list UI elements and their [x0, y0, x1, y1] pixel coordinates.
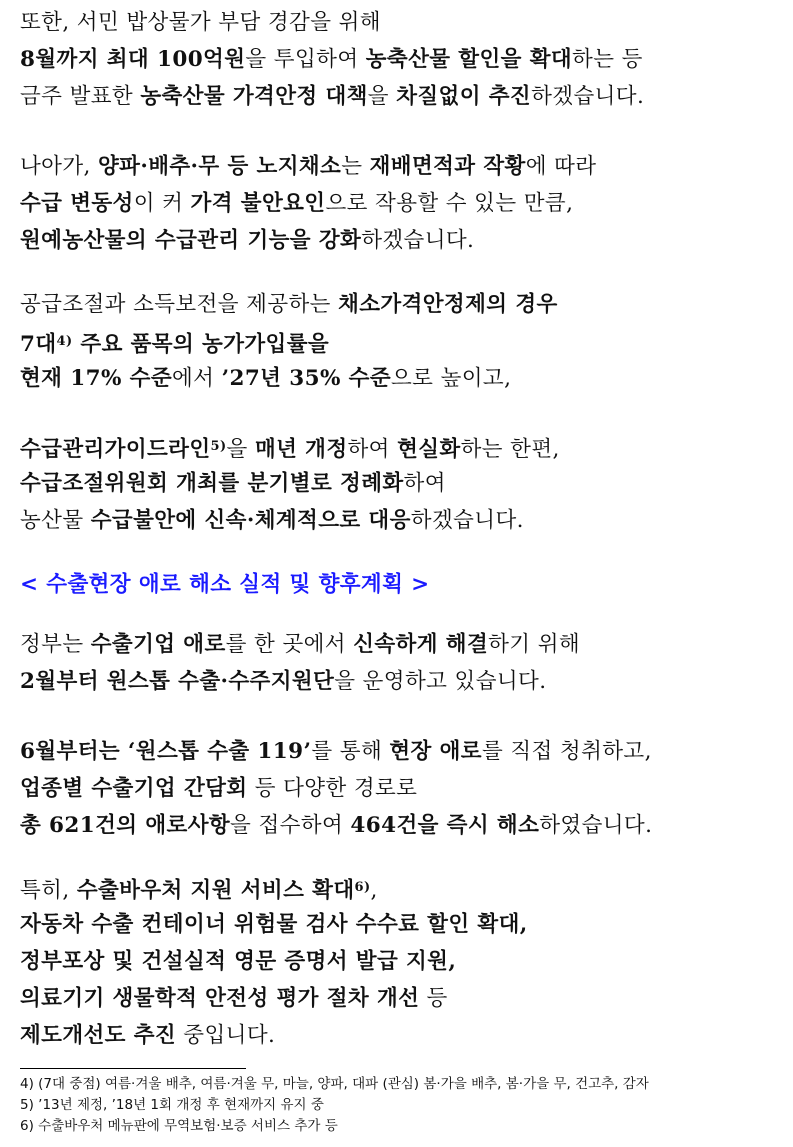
- text-line: [20, 663, 785, 700]
- text-line: [20, 943, 785, 980]
- emphasized-text: 7대: [20, 332, 57, 357]
- footnote-separator: [20, 1068, 246, 1069]
- emphasized-text: 총 621건의 애로사항: [20, 813, 231, 838]
- text-run: 또한, 서민 밥상물가 부담 경감을 위해: [20, 10, 381, 35]
- emphasized-text: 양파·배추·무 등 노지채소: [97, 154, 342, 179]
- paragraph-price-discount: [20, 4, 785, 115]
- paragraph-institutional-improvements: [20, 869, 785, 1054]
- emphasized-text: 제도개선도 추진: [20, 1023, 177, 1048]
- text-run: 를 한 곳에서: [225, 632, 354, 657]
- text-run: 에 따라: [525, 154, 597, 179]
- footnote-5: 5) ’13년 제정, ’18년 1회 개정 후 현재까지 유지 중: [20, 1097, 324, 1113]
- text-run: 을: [226, 437, 255, 462]
- footnote-4: 4) (7대 중점) 여름·겨울 배추, 여름·겨울 무, 마늘, 양파, 대파 (관심) 봄·가을 배추, 봄·가을 무, 건고추, 감자: [20, 1076, 649, 1092]
- emphasized-text: 수급관리가이드라인: [20, 437, 211, 462]
- text-run: 을 투입하여: [245, 47, 366, 72]
- text-line: [20, 502, 785, 539]
- emphasized-text: 의료기기 생물학적 안전성 평가 절차 개선: [20, 986, 420, 1011]
- text-run: 농산물: [20, 508, 91, 533]
- text-run: 을 운영하고 있습니다.: [334, 669, 547, 694]
- emphasized-text: 8월까지 최대 100억원: [20, 47, 246, 72]
- text-run: 으로 작용할 수 있는 만큼,: [325, 191, 574, 216]
- text-run: 하기 위해: [488, 632, 581, 657]
- text-run: 하겠습니다.: [410, 508, 524, 533]
- text-run: 정부는: [20, 632, 91, 657]
- emphasized-text: 6월부터는 ‘원스톱 수출 119’: [20, 739, 312, 764]
- text-line: [20, 869, 785, 906]
- emphasized-text: < 수출현장 애로 해소 실적 및 향후계획 >: [20, 572, 430, 597]
- text-line: [20, 360, 785, 397]
- emphasized-text: 재배면적과 작황: [369, 154, 526, 179]
- paragraph-price-stabilization: [20, 286, 785, 397]
- text-line: [20, 286, 785, 323]
- text-line: [20, 41, 785, 78]
- emphasized-text: 신속하게 해결: [353, 632, 489, 657]
- text-run: 등 다양한 경로로: [247, 776, 418, 801]
- text-line: [20, 733, 785, 770]
- text-run: 를 직접 청취하고,: [481, 739, 652, 764]
- text-line: [20, 78, 785, 115]
- footnote-ref: 6): [354, 880, 371, 895]
- text-line: [20, 626, 785, 663]
- text-run: 하는 한편,: [460, 437, 560, 462]
- text-run: 하였습니다.: [539, 813, 653, 838]
- text-line: [20, 906, 785, 943]
- text-run: 하겠습니다.: [531, 84, 645, 109]
- emphasized-text: 농축산물 할인을 확대: [365, 47, 573, 72]
- emphasized-text: 농축산물 가격안정 대책: [140, 84, 368, 109]
- emphasized-text: 수급 변동성: [20, 191, 134, 216]
- paragraph-export-119: [20, 733, 785, 844]
- text-line: [20, 148, 785, 185]
- text-run: 을 접수하여: [230, 813, 351, 838]
- emphasized-text: 수출바우처 지원 서비스 확대: [76, 878, 355, 903]
- emphasized-text: 현실화: [397, 437, 461, 462]
- text-run: 나아가,: [20, 154, 98, 179]
- text-run: 으로 높이고,: [391, 366, 512, 391]
- text-line: [20, 323, 785, 360]
- emphasized-text: 수급불안에 신속·체계적으로 대응: [90, 508, 411, 533]
- emphasized-text: ’27년 35% 수준: [221, 366, 392, 391]
- emphasized-text: 차질없이 추진: [396, 84, 532, 109]
- text-run: 에서: [172, 366, 222, 391]
- text-run: 를 통해: [311, 739, 390, 764]
- footnote-ref: 4): [56, 334, 73, 349]
- text-line: [20, 980, 785, 1017]
- emphasized-text: 원예농산물의 수급관리 기능을 강화: [20, 228, 362, 253]
- section-heading-line: [20, 566, 785, 603]
- text-line: [20, 185, 785, 222]
- text-line: [20, 428, 785, 465]
- emphasized-text: 현재 17% 수준: [20, 366, 172, 391]
- emphasized-text: 정부포상 및 건설실적 영문 증명서 발급 지원,: [20, 949, 457, 974]
- text-line: [20, 4, 785, 41]
- paragraph-supply-guideline: [20, 428, 785, 539]
- text-run: 을: [367, 84, 397, 109]
- text-line: [20, 807, 785, 844]
- emphasized-text: 매년 개정: [254, 437, 348, 462]
- text-run: 중입니다.: [176, 1023, 276, 1048]
- emphasized-text: 주요 품목의 농가가입률을: [72, 332, 330, 357]
- footnote-ref: 5): [210, 439, 227, 454]
- text-run: 금주 발표한: [20, 84, 141, 109]
- text-run: 는: [341, 154, 370, 179]
- emphasized-text: 464건을 즉시 해소: [350, 813, 540, 838]
- text-run: 하여: [403, 471, 446, 496]
- text-run: 특히,: [20, 878, 77, 903]
- text-line: [20, 222, 785, 259]
- footnote-6: 6) 수출바우처 메뉴판에 무역보험·보증 서비스 추가 등: [20, 1118, 338, 1134]
- emphasized-text: 2월부터 원스톱 수출·수주지원단: [20, 669, 335, 694]
- text-run: 하는 등: [572, 47, 643, 72]
- text-run: 공급조절과 소득보전을 제공하는: [20, 292, 339, 317]
- text-line: [20, 770, 785, 807]
- text-run: 이 커: [133, 191, 191, 216]
- emphasized-text: 수급조절위원회 개최를 분기별로 정례화: [20, 471, 404, 496]
- emphasized-text: 업종별 수출기업 간담회: [20, 776, 248, 801]
- section-heading: [20, 566, 785, 603]
- paragraph-one-stop-support: [20, 626, 785, 700]
- text-run: 등: [419, 986, 448, 1011]
- text-run: 하겠습니다.: [361, 228, 475, 253]
- emphasized-text: 수출기업 애로: [90, 632, 226, 657]
- emphasized-text: 가격 불안요인: [190, 191, 326, 216]
- emphasized-text: 채소가격안정제의 경우: [338, 292, 558, 317]
- emphasized-text: 자동차 수출 컨테이너 위험물 검사 수수료 할인 확대,: [20, 912, 528, 937]
- text-line: [20, 1017, 785, 1054]
- text-line: [20, 465, 785, 502]
- text-run: 하여: [347, 437, 398, 462]
- paragraph-open-field-vegetables: [20, 148, 785, 259]
- emphasized-text: 현장 애로: [389, 739, 482, 764]
- text-run: ,: [370, 878, 378, 903]
